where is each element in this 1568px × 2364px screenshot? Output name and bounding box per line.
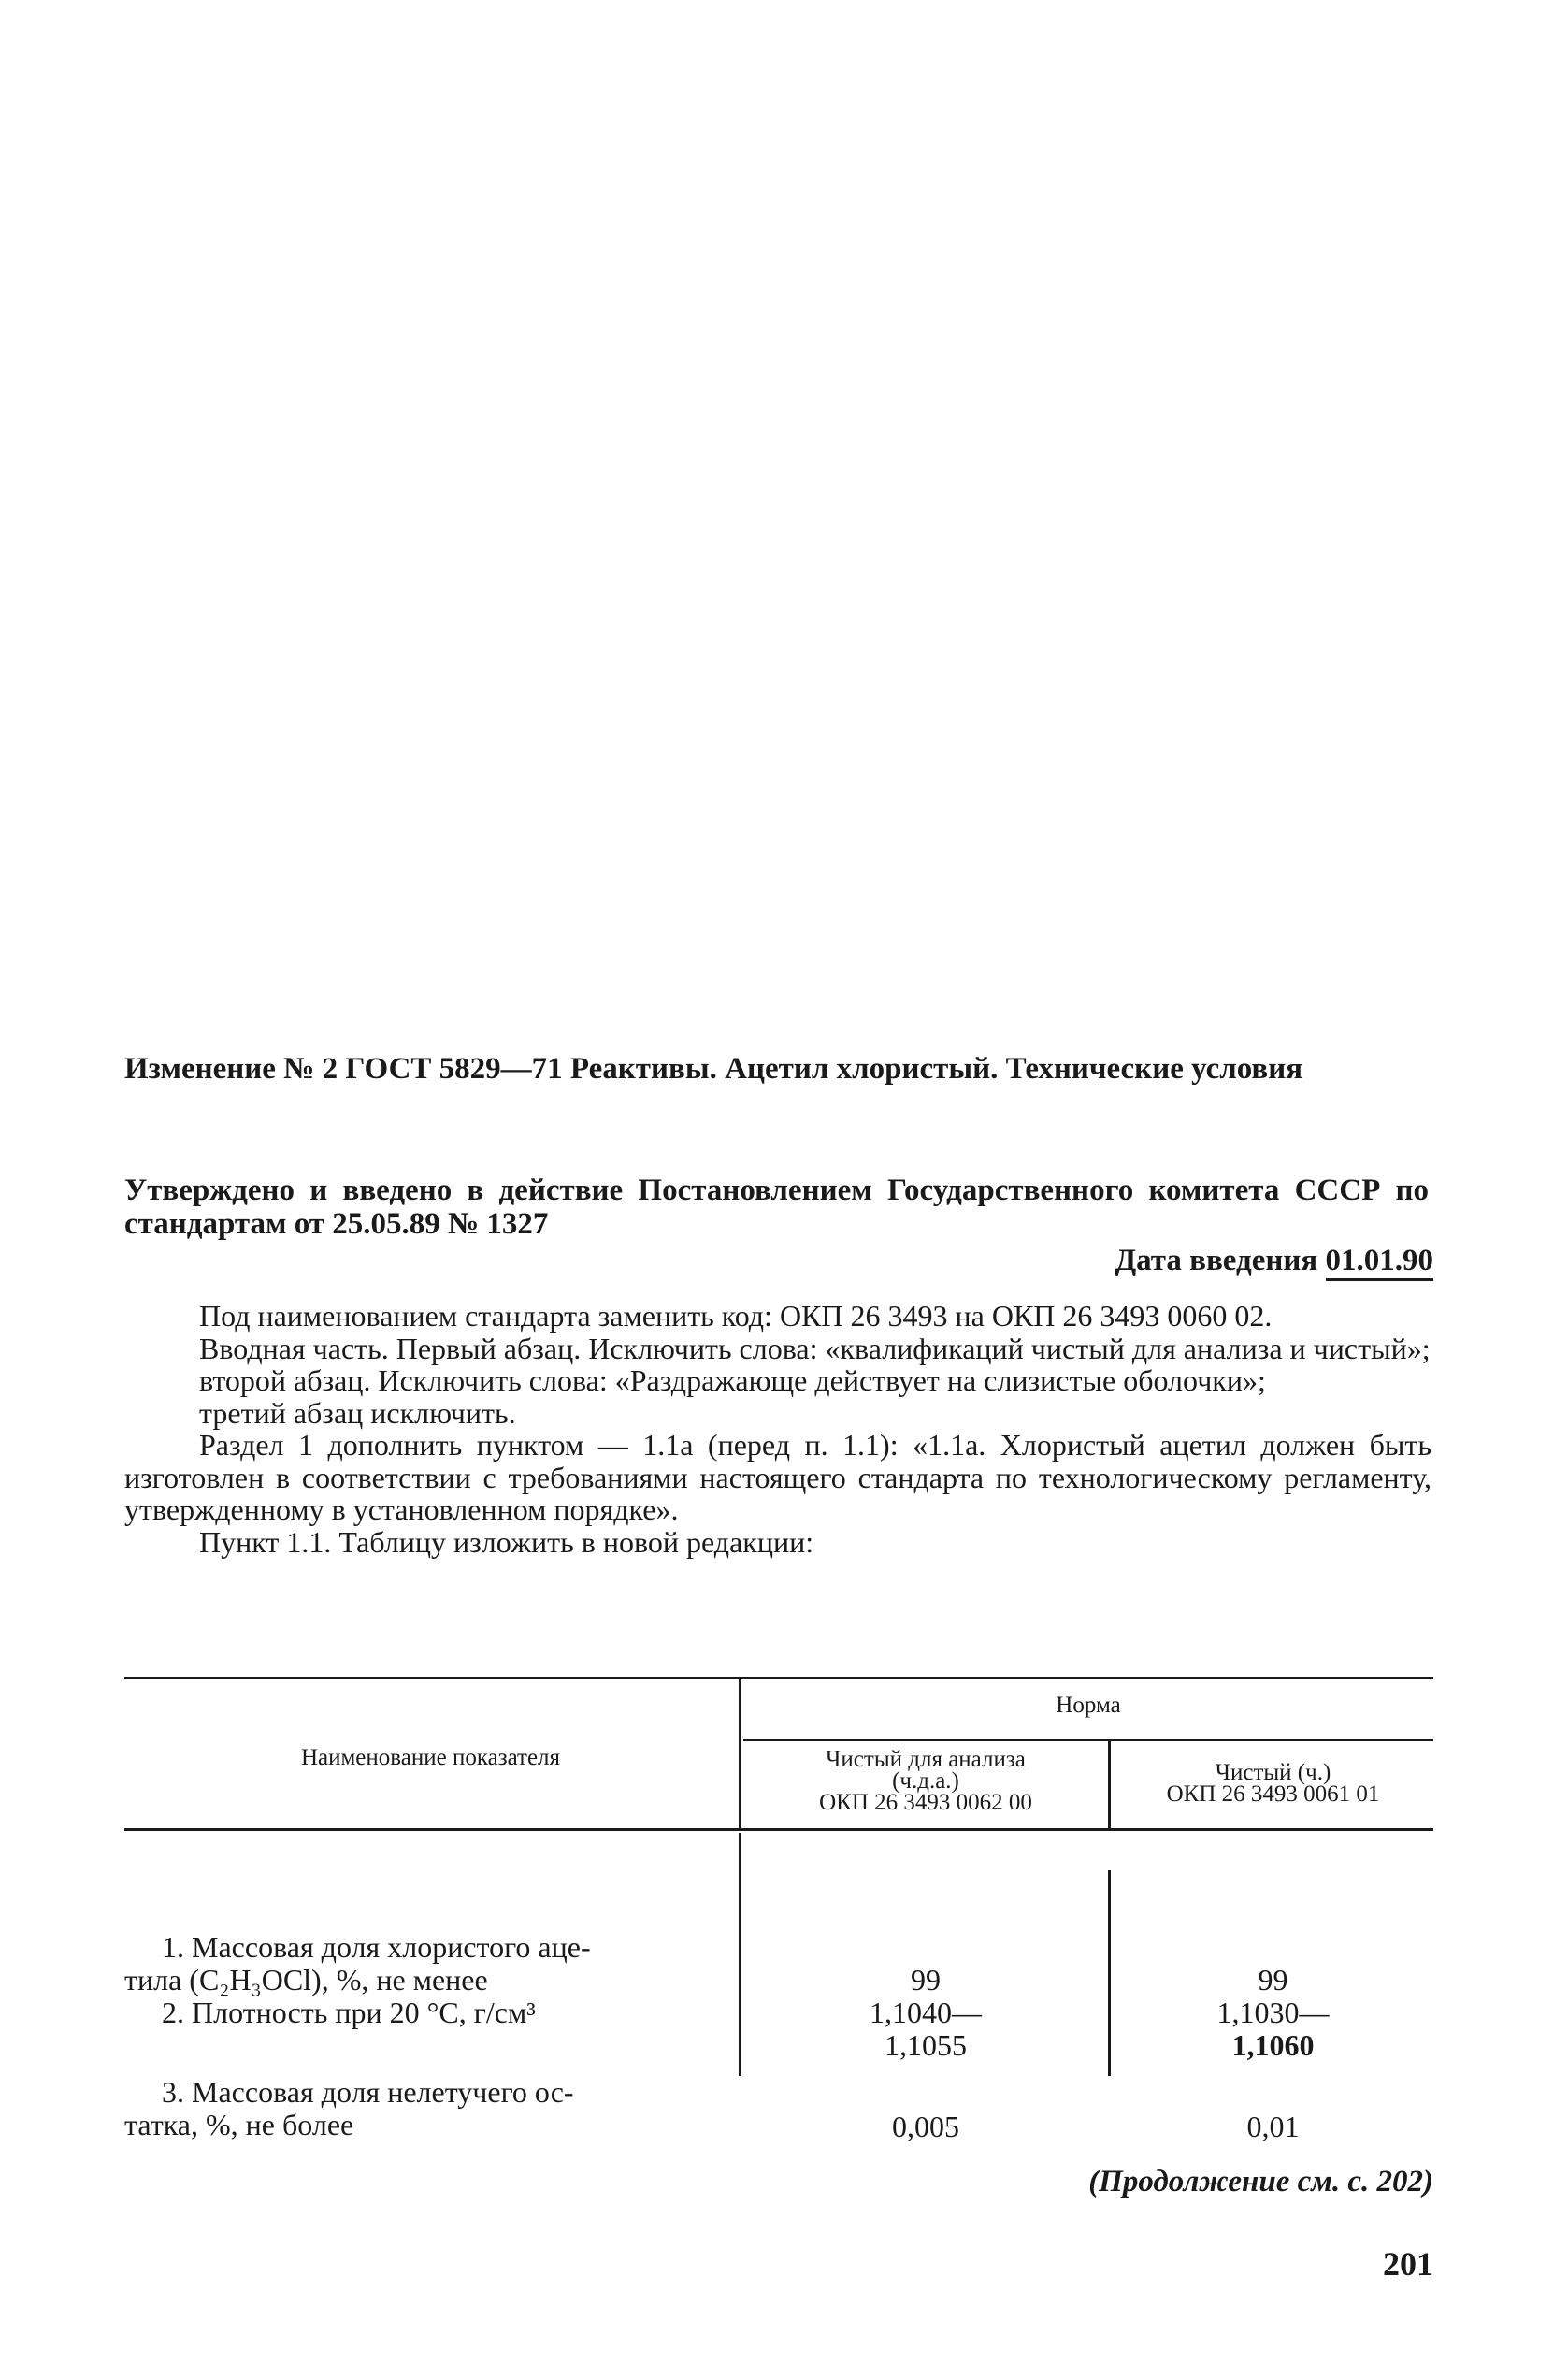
approval-statement: Утверждено и введено в действие Постановлением Государственного комитета СССР по стандартам от 25.05.89 № 1327	[124, 1174, 1429, 1241]
header-col-chda	[743, 1747, 1108, 1815]
row-value-line: 1,1040—	[870, 1996, 982, 2029]
header-col-chda-line: Чистый для анализа	[826, 1747, 1026, 1772]
row-name-line: 3. Массовая доля нелетучего ос-	[162, 2075, 574, 2109]
row-value-chda: 0,005	[892, 2110, 959, 2143]
header-col-ch-line: Чистый (ч.)	[1215, 1760, 1331, 1785]
amendment-text	[124, 1300, 1431, 1558]
paragraph: Под наименованием стандарта заменить код: ОКП 26 3493 на ОКП 26 3493 0060 02.	[199, 1299, 1273, 1333]
row-value-ch: 0,01	[1246, 2110, 1300, 2143]
row-name-line: 1. Массовая доля хлористого аце-	[162, 1930, 591, 1964]
row-name-line: татка, %, не более	[124, 2107, 354, 2141]
paragraph: Пункт 1.1. Таблицу изложить в новой редакции:	[199, 1524, 814, 1559]
effective-date-value: 01.01.90	[1326, 1244, 1434, 1281]
row-name-line: 2. Плотность при 20 °С, г/см³	[162, 1996, 536, 2029]
header-indicator-name: Наименование показателя	[300, 1745, 561, 1770]
effective-date	[1115, 1244, 1433, 1277]
row-value-chda	[743, 1996, 1108, 2061]
header-col-chda-line: ОКП 26 3493 0062 00	[819, 1790, 1032, 1815]
table-top-rule	[124, 1677, 1433, 1679]
header-norma: Норма	[1056, 1693, 1121, 1718]
table-divider	[739, 1833, 741, 2076]
table-row	[124, 2076, 723, 2141]
row-value-line: 1,1030—	[1216, 1996, 1330, 2029]
effective-date-label: Дата введения	[1115, 1244, 1326, 1277]
row-value-line: 1,1055	[885, 2027, 967, 2062]
row-value-ch	[1113, 1996, 1433, 2061]
row-name-line: тила (C₂H₃OCl), %, не менее	[124, 1962, 488, 1996]
table-header-rule	[124, 1828, 1433, 1831]
header-col-chda-line: (ч.д.а.)	[892, 1768, 959, 1794]
table-divider	[739, 1679, 741, 1828]
table-row	[162, 1996, 723, 2029]
row-value-chda: 99	[911, 1963, 941, 1996]
paragraph: второй абзац. Исключить слова: «Раздражающе действует на слизистые оболочки»;	[199, 1363, 1266, 1397]
page-number: 201	[1383, 2245, 1433, 2283]
paragraph: Вводная часть. Первый абзац. Исключить слова: «квалификаций чистый для анализа и чистый»;	[199, 1331, 1431, 1365]
header-col-ch	[1113, 1760, 1433, 1807]
paragraph: Раздел 1 дополнить пунктом — 1.1а (перед п. 1.1): «1.1а. Хлористый ацетил должен быть изготовлен в соответствии с требованиями настоящего стандарта по технологическому регламенту, утвержденному в установленном порядке».	[124, 1428, 1431, 1526]
continuation-note: (Продолжение см. с. 202)	[1088, 2165, 1433, 2198]
norma-rule	[743, 1739, 1433, 1741]
header-col-ch-line: ОКП 26 3493 0061 01	[1166, 1781, 1380, 1807]
row-value-line: 1,1060	[1231, 2027, 1315, 2062]
table-row	[124, 1931, 723, 1996]
paragraph: третий абзац исключить.	[199, 1395, 516, 1430]
document-title: Изменение № 2 ГОСТ 5829—71 Реактивы. Ацетил хлористый. Технические условия	[124, 1052, 1303, 1086]
row-value-ch: 99	[1258, 1963, 1288, 1996]
table-divider	[1108, 1870, 1111, 2076]
table-divider	[1108, 1741, 1111, 1828]
